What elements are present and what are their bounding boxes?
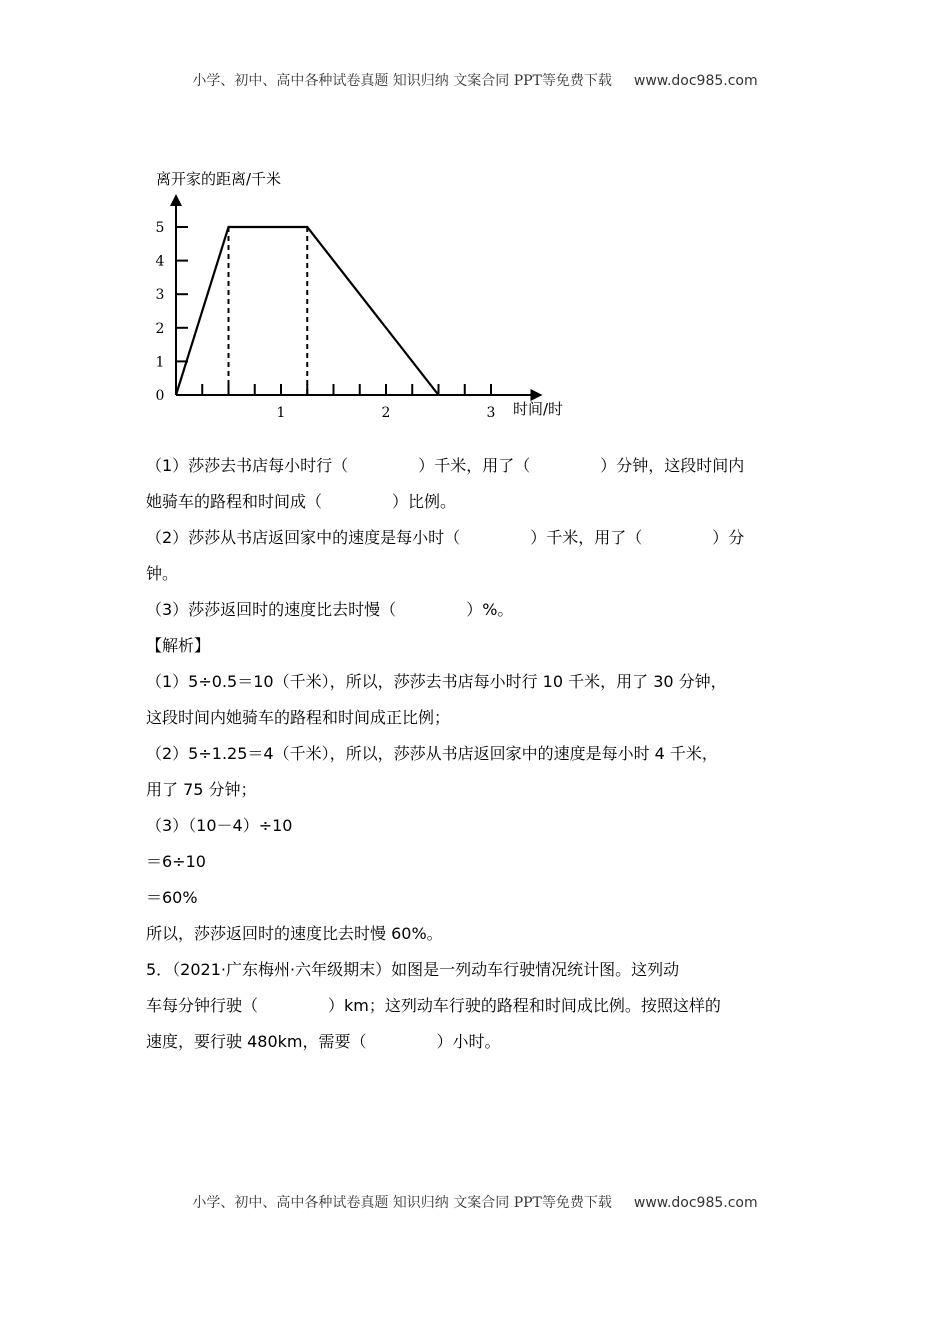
y-tick-label: 1 bbox=[155, 354, 165, 371]
x-tick-label: 3 bbox=[486, 405, 496, 421]
x-axis-title: 时间/时 bbox=[513, 400, 564, 418]
analysis-title: 【解析】 bbox=[146, 636, 211, 655]
analysis-3-line-4: 所以，莎莎返回时的速度比去时慢 60%。 bbox=[146, 924, 443, 943]
x-tick-label: 1 bbox=[276, 405, 286, 421]
q3-line: （3）莎莎返回时的速度比去时慢（ ）%。 bbox=[146, 600, 514, 619]
analysis-1-line-1: （1）5÷0.5＝10（千米），所以，莎莎去书店每小时行 10 千米，用了 30 分钟， bbox=[146, 672, 727, 691]
footer-text: 小学、初中、高中各种试卷真题 知识归纳 文案合同 PPT等免费下载 bbox=[192, 1195, 612, 1211]
y-tick-label: 0 bbox=[155, 388, 165, 404]
q1-line-2: 她骑车的路程和时间成（ ）比例。 bbox=[146, 492, 457, 511]
analysis-3-line-2: ＝6÷10 bbox=[146, 852, 206, 871]
header-site: www.doc985.com bbox=[633, 73, 758, 89]
analysis-3-line-1: （3）（10－4）÷10 bbox=[146, 816, 293, 835]
page-footer bbox=[0, 1192, 950, 1212]
y-tick-label: 3 bbox=[155, 287, 165, 304]
q2-line-2: 钟。 bbox=[146, 564, 179, 583]
y-tick-label: 4 bbox=[155, 253, 165, 270]
page-header bbox=[0, 70, 950, 90]
y-tick-label: 2 bbox=[155, 320, 165, 337]
analysis-1-line-2: 这段时间内她骑车的路程和时间成正比例； bbox=[146, 708, 451, 727]
question-content bbox=[146, 448, 816, 1060]
analysis-2-line-1: （2）5÷1.25＝4（千米），所以，莎莎从书店返回家中的速度是每小时 4 千米， bbox=[146, 744, 718, 763]
problem-5-line-1: 5．（2021·广东梅州·六年级期末）如图是一列动车行驶情况统计图。这列动 bbox=[146, 960, 680, 979]
distance-time-graph bbox=[140, 160, 590, 430]
q2-line-1: （2）莎莎从书店返回家中的速度是每小时（ ）千米，用了（ ）分 bbox=[146, 528, 745, 547]
y-axis-arrow bbox=[170, 194, 182, 206]
y-tick-label: 5 bbox=[155, 220, 165, 236]
problem-5-line-2: 车每分钟行驶（ ）km；这列动车行驶的路程和时间成比例。按照这样的 bbox=[146, 996, 721, 1015]
analysis-3-line-3: ＝60% bbox=[146, 888, 198, 907]
problem-5-line-3: 速度，要行驶 480km，需要（ ）小时。 bbox=[146, 1032, 501, 1051]
footer-site: www.doc985.com bbox=[633, 1195, 758, 1211]
q1-line-1: （1）莎莎去书店每小时行（ ）千米，用了（ ）分钟，这段时间内 bbox=[146, 456, 745, 475]
y-axis-title: 离开家的距离/千米 bbox=[156, 170, 282, 188]
analysis-2-line-2: 用了 75 分钟； bbox=[146, 780, 257, 799]
x-tick-label: 2 bbox=[381, 405, 391, 421]
header-text: 小学、初中、高中各种试卷真题 知识归纳 文案合同 PPT等免费下载 bbox=[192, 73, 612, 89]
